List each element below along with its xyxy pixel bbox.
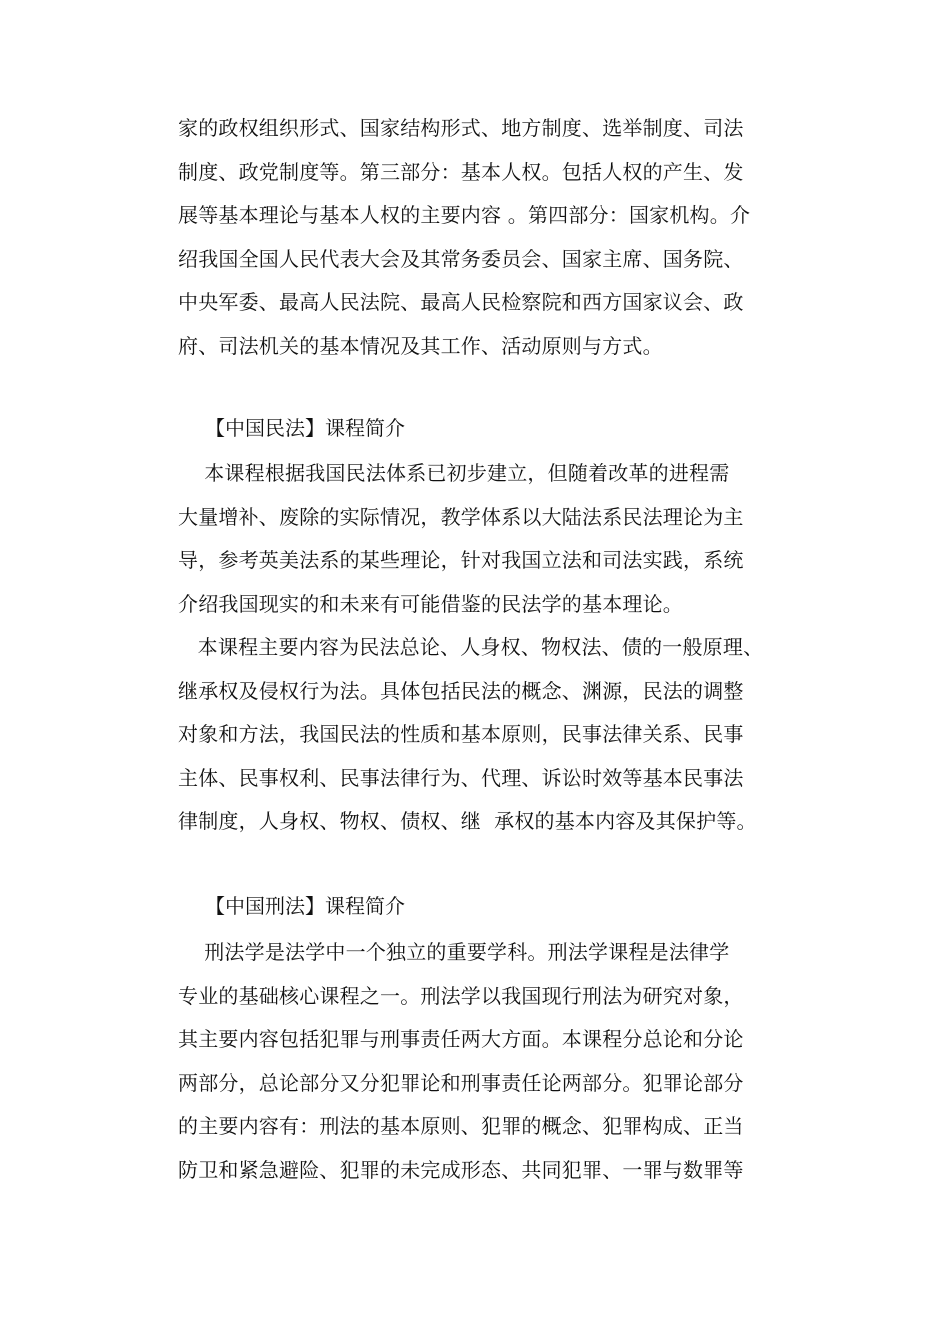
civil-law-body — [178, 452, 818, 844]
paragraph-line: 本课程主要内容为民法总论、人身权、物权法、债的一般原理、 — [178, 635, 764, 659]
constitution-continuation-paragraph — [178, 107, 818, 368]
paragraph-line: 对象和方法，我国民法的性质和基本原则，民事法律关系、民事 — [178, 722, 744, 746]
paragraph-line: 其主要内容包括犯罪与刑事责任两大方面。本课程分总论和分论 — [178, 1027, 744, 1051]
civil-law-heading: 【中国民法】课程简介 — [205, 416, 405, 440]
paragraph-line: 刑法学是法学中一个独立的重要学科。刑法学课程是法律学 — [178, 940, 730, 964]
paragraph-line: 本课程根据我国民法体系已初步建立，但随着改革的进程需 — [178, 461, 730, 485]
paragraph-line: 府、司法机关的基本情况及其工作、活动原则与方式。 — [178, 333, 663, 358]
paragraph-line: 制度、政党制度等。第三部分：基本人权。包括人权的产生、发 — [178, 159, 744, 184]
paragraph-line: 展等基本理论与基本人权的主要内容 。第四部分：国家机构。介 — [178, 203, 751, 227]
paragraph-line: 主体、民事权利、民事法律行为、代理、诉讼时效等基本民事法 — [178, 765, 744, 790]
paragraph-line: 专业的基础核心课程之一。刑法学以我国现行刑法为研究对象， — [178, 983, 744, 1008]
paragraph-line: 家的政权组织形式、国家结构形式、地方制度、选举制度、司法 — [178, 116, 744, 140]
paragraph-line: 绍我国全国人民代表大会及其常务委员会、国家主席、国务院、 — [178, 246, 744, 271]
criminal-law-body — [178, 931, 818, 1192]
paragraph-line: 大量增补、废除的实际情况，教学体系以大陆法系民法理论为主 — [178, 504, 744, 529]
paragraph-line: 的主要内容有：刑法的基本原则、犯罪的概念、犯罪构成、正当 — [178, 1114, 744, 1138]
paragraph-line: 继承权及侵权行为法。具体包括民法的概念、渊源，民法的调整 — [178, 678, 744, 703]
paragraph-line: 两部分，总论部分又分犯罪论和刑事责任论两部分。犯罪论部分 — [178, 1070, 744, 1095]
paragraph-line: 导，参考英美法系的某些理论，针对我国立法和司法实践，系统 — [178, 548, 744, 572]
paragraph-line: 中央军委、最高人民法院、最高人民检察院和西方国家议会、政 — [178, 290, 744, 314]
paragraph-line: 防卫和紧急避险、犯罪的未完成形态、共同犯罪、一罪与数罪等 — [178, 1157, 744, 1182]
paragraph-line: 律制度，人身权、物权、债权、继 承权的基本内容及其保护等。 — [178, 809, 757, 833]
paragraph-line: 介绍我国现实的和未来有可能借鉴的民法学的基本理论。 — [178, 591, 683, 616]
criminal-law-heading: 【中国刑法】课程简介 — [205, 894, 405, 918]
